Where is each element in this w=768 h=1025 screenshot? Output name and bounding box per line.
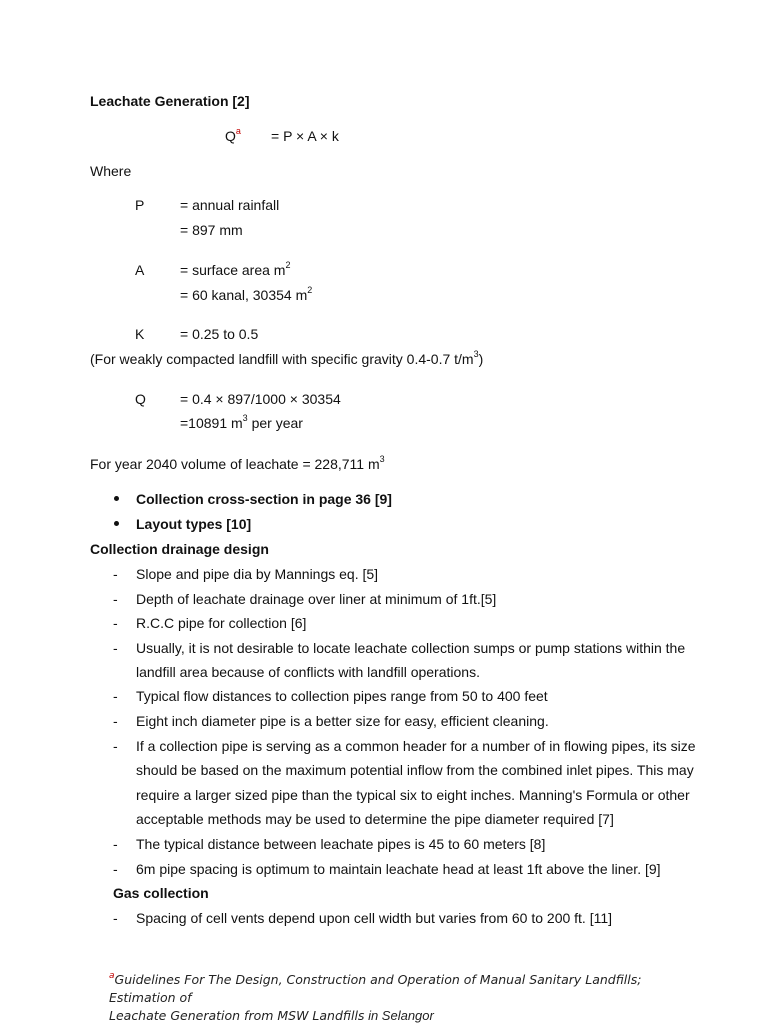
var-symbol-p: P xyxy=(135,197,145,213)
var-symbol-a: A xyxy=(135,262,145,278)
var-p-line1: = annual rainfall xyxy=(180,197,280,213)
calc-line1: = 0.4 × 897/1000 × 30354 xyxy=(180,391,341,407)
footnote-marker: a xyxy=(109,970,115,981)
drainage-item-cont: require a larger sized pipe than the typical six to eight inches. Manning's Formula or other xyxy=(136,787,690,803)
dash-marker: - xyxy=(113,910,118,926)
footnote xyxy=(109,971,709,1025)
drainage-item: R.C.C pipe for collection [6] xyxy=(136,615,307,631)
dash-marker: - xyxy=(113,591,118,607)
dash-marker: - xyxy=(113,640,118,656)
dash-marker: - xyxy=(113,566,118,582)
gas-heading: Gas collection xyxy=(113,885,209,901)
drainage-item: 6m pipe spacing is optimum to maintain leachate head at least 1ft above the liner. [9] xyxy=(136,861,661,877)
section-heading: Leachate Generation [2] xyxy=(90,93,250,109)
footnote-marker: a xyxy=(235,126,241,137)
drainage-item-cont: acceptable methods may be used to determine the pipe diameter required [7] xyxy=(136,811,614,827)
bullet-dot xyxy=(114,496,119,501)
formula-rhs: = P × A × k xyxy=(271,128,339,144)
dash-marker: - xyxy=(113,688,118,704)
var-a-line2: = 60 kanal, 30354 $m^2$ xyxy=(180,285,313,303)
year-2040-line: For year 2040 volume of leachate = 228,711 $m^3$ xyxy=(90,454,385,472)
drainage-item: Slope and pipe dia by Mannings eq. [5] xyxy=(136,566,379,582)
gas-item: Spacing of cell vents depend upon cell width but varies from 60 to 200 ft. [11] xyxy=(136,910,613,926)
calc-line2: =10891 $m^3$ per year xyxy=(180,413,303,431)
bullet-item: Layout types [10] xyxy=(136,516,252,532)
drainage-item: The typical distance between leachate pipes is 45 to 60 meters [8] xyxy=(136,836,546,852)
drainage-item-cont: should be based on the maximum potential inflow from the combined inlet pipes. This may xyxy=(136,762,694,778)
drainage-item: Eight inch diameter pipe is a better size for easy, efficient cleaning. xyxy=(136,713,549,729)
dash-marker: - xyxy=(113,836,118,852)
footnote-line1: $^a$Guidelines For The Design, Construction and Operation of Manual Sanitary Landfills; Estimation of xyxy=(109,970,642,1005)
calc-symbol-q: Q xyxy=(135,391,146,407)
bullet-item: Collection cross-section in page 36 [9] xyxy=(136,491,392,507)
dash-marker: - xyxy=(113,738,118,754)
bullet-dot xyxy=(114,521,119,526)
formula-lhs: $Q^a$ xyxy=(225,126,241,144)
var-symbol-k: K xyxy=(135,326,145,342)
var-a-line1: = surface area $m^2$ xyxy=(180,260,291,278)
drainage-heading: Collection drainage design xyxy=(90,541,269,557)
where-label: Where xyxy=(90,163,132,179)
drainage-item: Depth of leachate drainage over liner at minimum of 1ft.[5] xyxy=(136,591,497,607)
footnote-line2: Leachate Generation from MSW Landfills in Selangor xyxy=(109,1008,434,1023)
drainage-item: Typical flow distances to collection pipes range from 50 to 400 feet xyxy=(136,688,548,704)
var-k-line1: = 0.25 to 0.5 xyxy=(180,326,259,342)
gravity-note: (For weakly compacted landfill with specific gravity 0.4-0.7 $t/m^3$) xyxy=(90,349,484,367)
dash-marker: - xyxy=(113,861,118,877)
drainage-item: Usually, it is not desirable to locate leachate collection sumps or pump stations within the xyxy=(136,640,686,656)
dash-marker: - xyxy=(113,713,118,729)
var-p-line2: = 897 mm xyxy=(180,222,243,238)
dash-marker: - xyxy=(113,615,118,631)
drainage-item-cont: landfill area because of conflicts with landfill operations. xyxy=(136,664,480,680)
drainage-item: If a collection pipe is serving as a common header for a number of in flowing pipes, its size xyxy=(136,738,696,754)
